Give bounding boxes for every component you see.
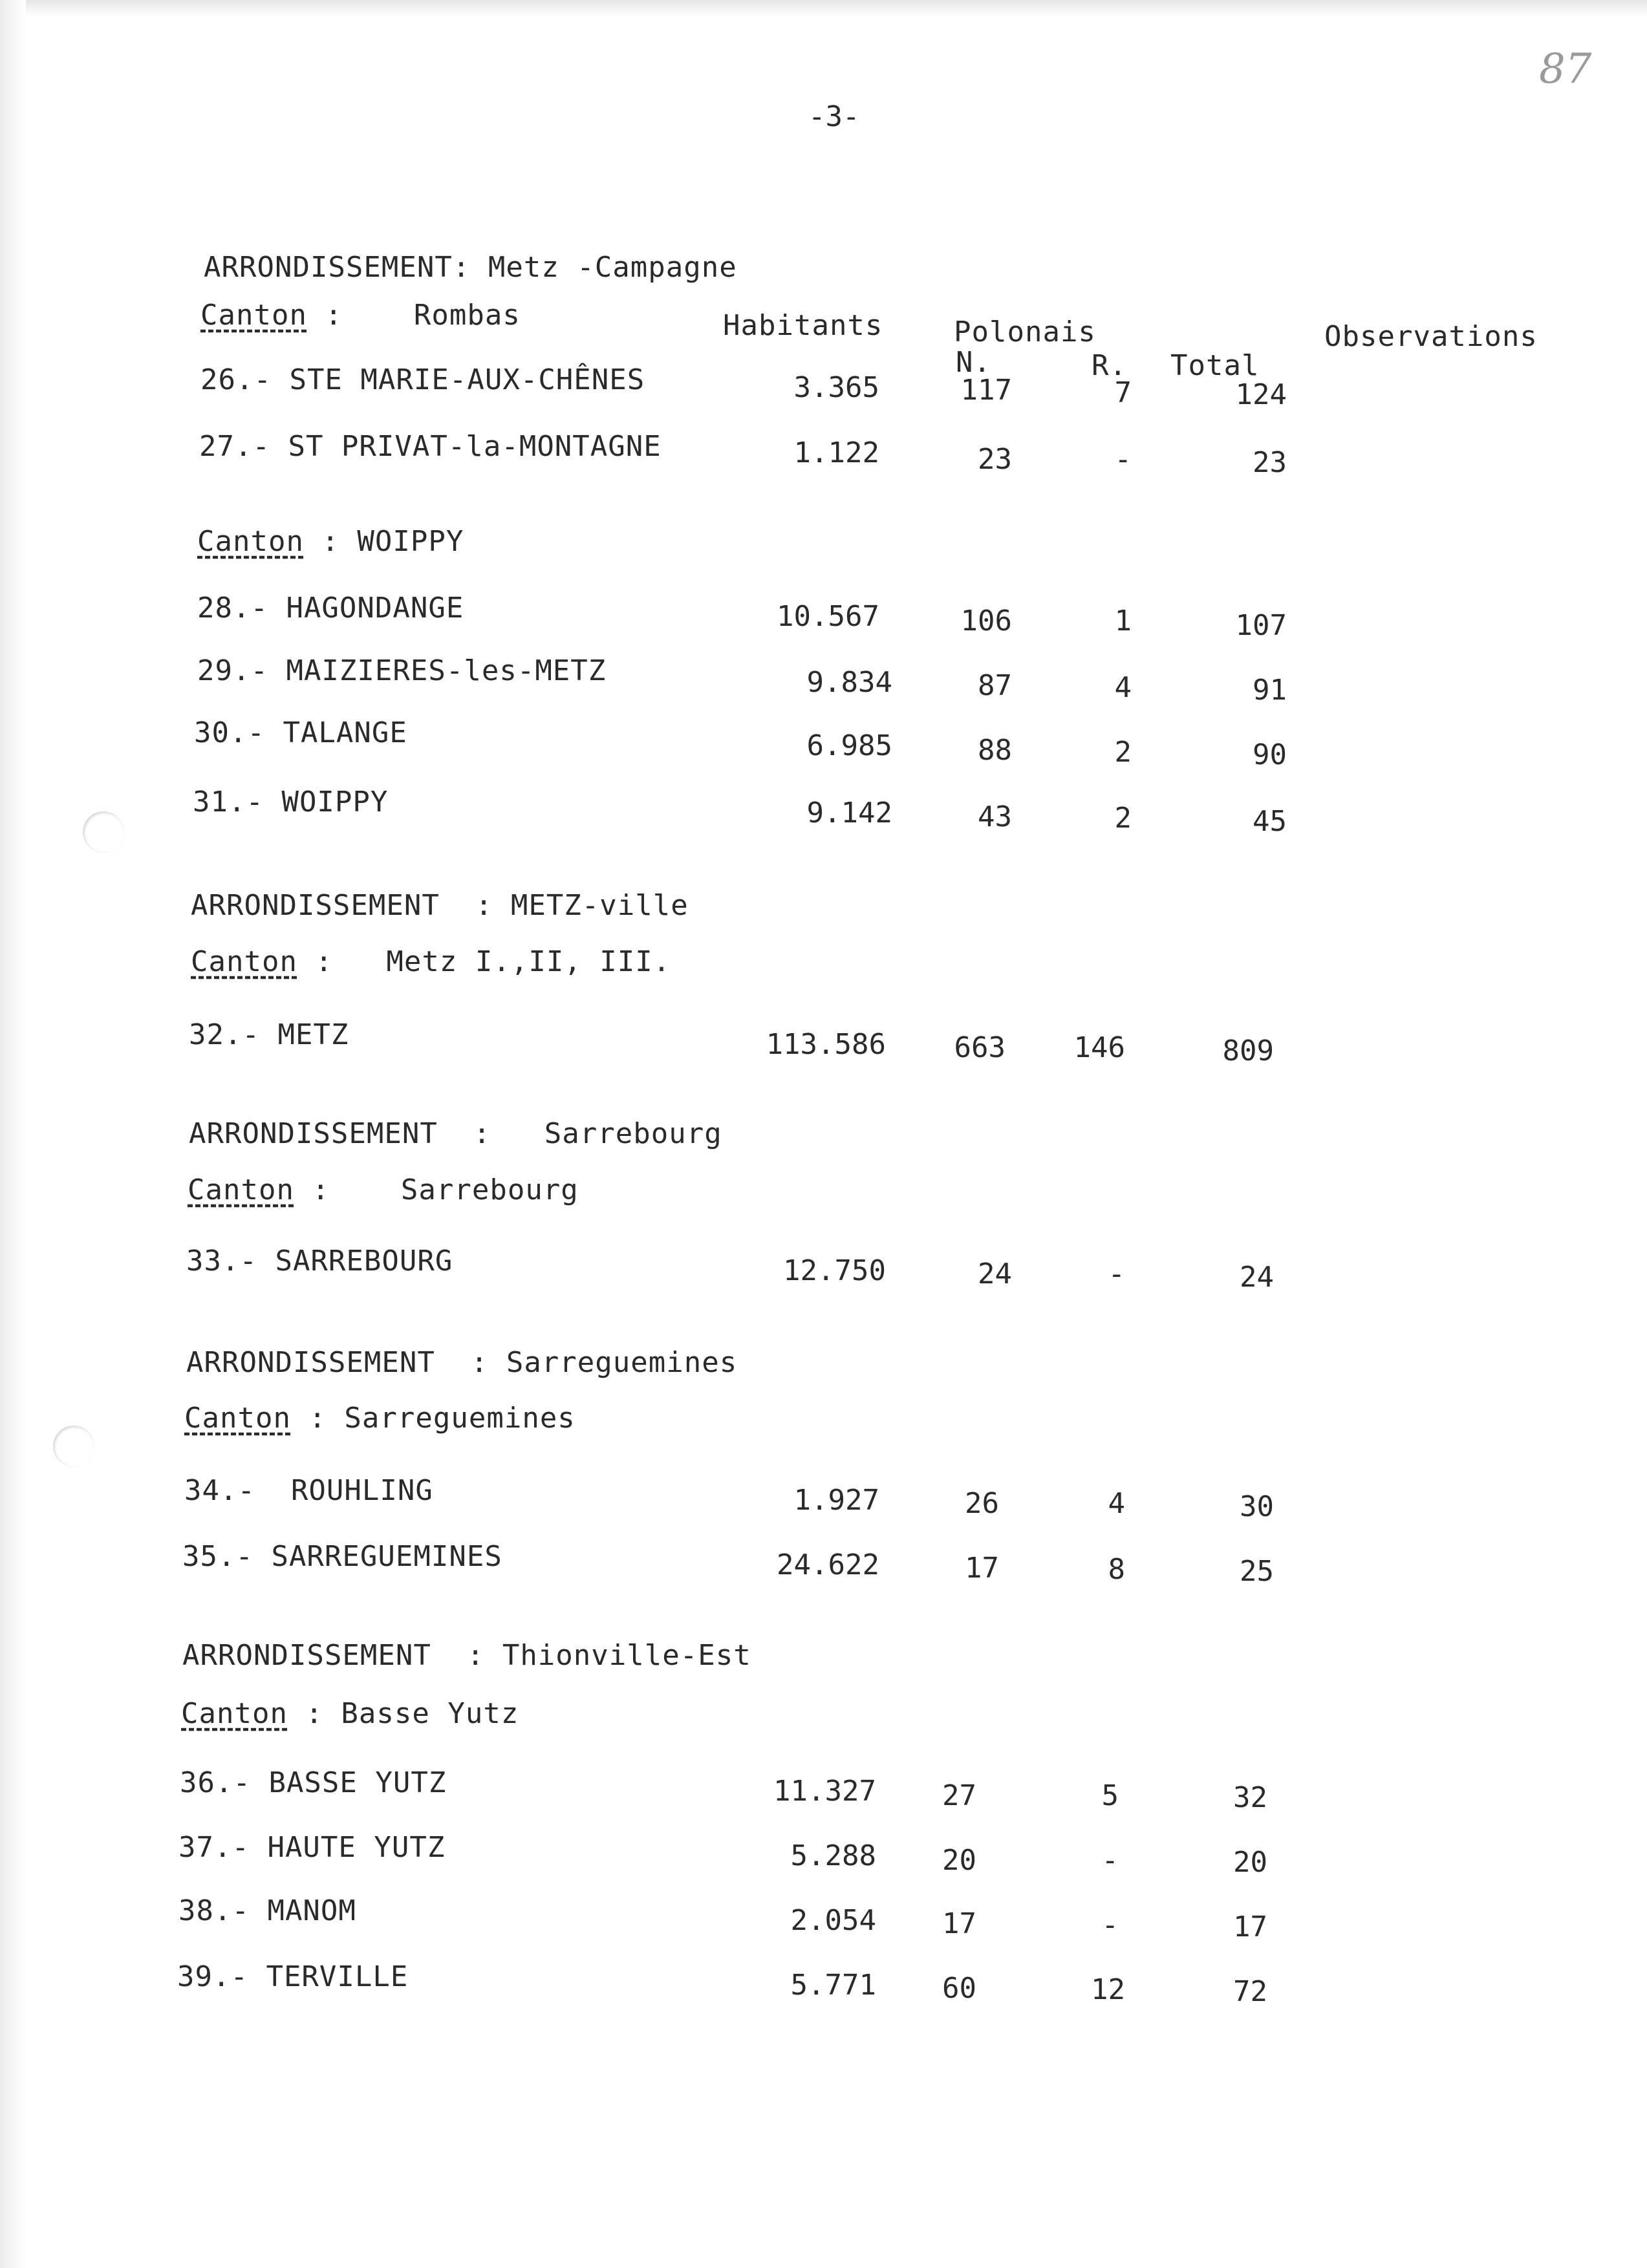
column-header-n: N. — [956, 346, 991, 379]
row-r: 4 — [1114, 671, 1132, 704]
canton-name: : WOIPPY — [303, 525, 464, 558]
row-label: 31.- WOIPPY — [193, 786, 389, 818]
canton-label: Canton — [191, 945, 297, 978]
row-label: 36.- BASSE YUTZ — [180, 1766, 447, 1799]
row-total: 24 — [1240, 1261, 1274, 1294]
row-habitants: 5.771 — [790, 1969, 876, 2002]
row-label: 29.- MAIZIERES-les-METZ — [197, 654, 607, 687]
row-n: 20 — [942, 1844, 976, 1877]
canton-label: Canton — [188, 1173, 294, 1206]
row-r: 146 — [1073, 1031, 1125, 1064]
column-header-observations: Observations — [1324, 320, 1538, 353]
row-label: 28.- HAGONDANGE — [197, 592, 464, 625]
row-r: 5 — [1101, 1779, 1119, 1812]
arrondissement-heading: ARRONDISSEMENT : METZ-ville — [191, 889, 689, 922]
row-habitants: 3.365 — [793, 371, 879, 404]
row-total: 20 — [1233, 1846, 1267, 1879]
canton-label: Canton — [184, 1402, 291, 1435]
row-total: 17 — [1233, 1910, 1267, 1943]
row-n: 88 — [978, 734, 1012, 767]
row-total: 23 — [1253, 446, 1287, 479]
row-n: 117 — [960, 374, 1012, 407]
column-header-total: Total — [1170, 349, 1260, 382]
row-n: 27 — [942, 1779, 976, 1812]
row-total: 30 — [1240, 1490, 1274, 1523]
row-habitants: 113.586 — [766, 1028, 886, 1061]
row-r: - — [1101, 1844, 1119, 1877]
row-label: 30.- TALANGE — [194, 716, 407, 749]
row-r: 4 — [1108, 1487, 1125, 1520]
canton-label: Canton — [181, 1697, 288, 1730]
row-habitants: 6.985 — [806, 729, 892, 762]
row-habitants: 1.122 — [793, 436, 879, 469]
row-habitants: 9.834 — [806, 666, 892, 699]
row-total: 90 — [1253, 738, 1287, 771]
row-r: 1 — [1114, 604, 1132, 637]
row-total: 45 — [1253, 805, 1287, 838]
row-r: - — [1108, 1257, 1125, 1290]
row-r: - — [1101, 1909, 1119, 1942]
row-n: 17 — [942, 1907, 976, 1940]
row-r: 2 — [1114, 736, 1132, 769]
page-left-edge — [0, 0, 26, 2268]
row-label: 33.- SARREBOURG — [186, 1245, 453, 1278]
canton-heading — [188, 1173, 579, 1206]
row-label: 26.- STE MARIE-AUX-CHÊNES — [200, 363, 645, 396]
punch-hole — [83, 811, 124, 853]
row-total: 25 — [1240, 1555, 1274, 1588]
arrondissement-heading: ARRONDISSEMENT : Thionville-Est — [182, 1639, 751, 1672]
row-n: 106 — [960, 604, 1012, 637]
canton-label: Canton — [200, 299, 307, 332]
canton-label: Canton — [197, 525, 304, 558]
row-habitants: 5.288 — [790, 1839, 876, 1872]
row-habitants: 1.927 — [793, 1484, 879, 1517]
row-total: 91 — [1253, 674, 1287, 707]
row-n: 26 — [965, 1487, 999, 1520]
canton-heading — [184, 1402, 576, 1435]
row-label: 38.- MANOM — [178, 1894, 356, 1927]
canton-heading — [200, 299, 521, 332]
row-n: 60 — [942, 1972, 976, 2005]
row-r: 12 — [1091, 1973, 1125, 2006]
canton-name: : Rombas — [307, 299, 521, 332]
row-habitants: 11.327 — [773, 1775, 876, 1808]
row-n: 24 — [978, 1257, 1012, 1290]
row-total: 124 — [1235, 378, 1287, 411]
row-habitants: 10.567 — [777, 600, 879, 633]
row-n: 43 — [978, 800, 1012, 833]
row-n: 17 — [965, 1552, 999, 1585]
arrondissement-heading: ARRONDISSEMENT : Sarreguemines — [186, 1346, 738, 1379]
canton-name: : Metz I.,II, III. — [297, 945, 671, 978]
row-n: 663 — [954, 1031, 1006, 1064]
column-header-polonais: Polonais — [954, 316, 1096, 348]
row-label: 32.- METZ — [189, 1018, 349, 1051]
archive-number: 87 — [1539, 45, 1592, 93]
row-r: 7 — [1114, 376, 1132, 409]
row-total: 809 — [1222, 1034, 1274, 1067]
row-total: 72 — [1233, 1975, 1267, 2008]
row-habitants: 24.622 — [777, 1548, 879, 1581]
canton-name: : Sarrebourg — [294, 1173, 579, 1206]
punch-hole — [53, 1426, 94, 1467]
canton-name: : Basse Yutz — [287, 1697, 519, 1730]
row-habitants: 9.142 — [806, 797, 892, 829]
canton-heading — [191, 945, 671, 978]
row-n: 87 — [978, 669, 1012, 702]
row-label: 35.- SARREGUEMINES — [182, 1540, 502, 1573]
row-r: 8 — [1108, 1553, 1125, 1586]
page-top-edge — [0, 0, 1647, 17]
row-habitants: 2.054 — [790, 1904, 876, 1937]
canton-name: : Sarreguemines — [290, 1402, 576, 1435]
row-label: 27.- ST PRIVAT-la-MONTAGNE — [199, 430, 662, 463]
page-number: -3- — [808, 100, 860, 133]
row-total: 107 — [1235, 609, 1287, 642]
canton-heading — [197, 525, 464, 558]
column-header-r: R. — [1092, 349, 1127, 382]
arrondissement-heading: ARRONDISSEMENT : Sarrebourg — [189, 1117, 722, 1150]
column-header-habitants: Habitants — [723, 309, 883, 342]
row-r: 2 — [1114, 802, 1132, 835]
row-habitants: 12.750 — [783, 1254, 886, 1287]
row-label: 34.- ROUHLING — [184, 1474, 433, 1507]
canton-heading — [181, 1697, 519, 1730]
arrondissement-heading: ARRONDISSEMENT: Metz -Campagne — [204, 251, 737, 284]
row-label: 39.- TERVILLE — [177, 1960, 409, 1993]
row-total: 32 — [1233, 1781, 1267, 1814]
row-label: 37.- HAUTE YUTZ — [178, 1831, 446, 1864]
row-r: - — [1114, 443, 1132, 476]
row-n: 23 — [978, 443, 1012, 476]
